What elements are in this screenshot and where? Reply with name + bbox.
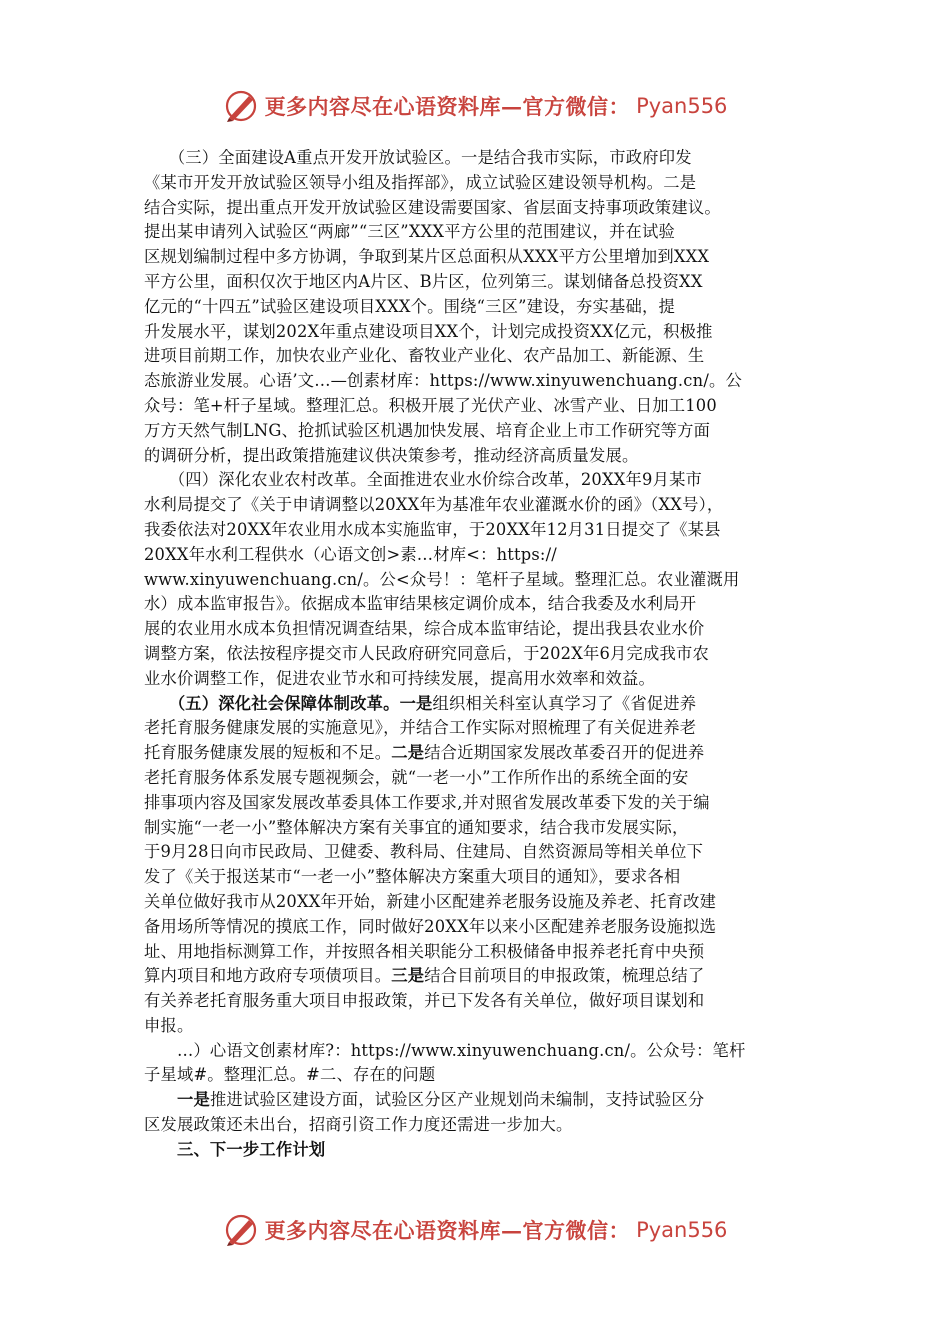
- text-line: 址、用地指标测算工作，并按照各相关职能分工积极储备申报养老托育中央预: [144, 941, 705, 961]
- text-line: 老托育服务体系发展专题视频会，就“一老一小”工作所作出的系统全面的安: [144, 767, 689, 787]
- paragraph-section-4: [144, 468, 812, 691]
- text-line: 亿元的“十四五”试验区建设项目XXX个。围绕“三区”建设，夯实基础，提: [144, 296, 675, 316]
- text-line: 有关养老托育服务重大项目申报政策，并已下发各有关单位，做好项目谋划和: [144, 991, 705, 1011]
- problem-label-one: 一是: [176, 1090, 210, 1110]
- text-line: 水）成本监审报告》。依据成本监审结果核定调价成本，结合我委及水利局开: [144, 594, 697, 614]
- banner-wechat-id: Pyan556: [636, 94, 728, 118]
- document-body: [144, 146, 812, 1163]
- paragraph-watermark-note: [144, 1039, 812, 1089]
- text-line: …）心语文创素材库?：https://www.xinyuwenchuang.cn/。公众号：笔杆: [144, 1040, 746, 1060]
- text-line: 平方公里，面积仅次于地区内A片区、B片区，位列第三。谋划储备总投资XX: [144, 271, 703, 291]
- text-fragment: 组织相关科室认真学习了《省促进养: [432, 693, 697, 713]
- text-line: 水利局提交了《关于申请调整以20XX年为基准年农业灌溉水价的函》（XX号），: [144, 495, 724, 515]
- section-3-heading: [144, 1138, 812, 1163]
- text-line: 老托育服务健康发展的实施意见》，并结合工作实际对照梳理了有关促进养老: [144, 718, 697, 738]
- text-fragment: 结合目前项目的申报政策，梳理总结了: [424, 966, 705, 986]
- text-line: （三）全面建设A重点开发开放试验区。一是结合我市实际，市政府印发: [144, 148, 692, 167]
- text-line: 区发展政策还未出台，招商引资工作力度还需进一步加大。: [144, 1115, 573, 1135]
- text-line: 万方天然气制LNG、抢抓试验区机遇加快发展、培育企业上市工作研究等方面: [144, 420, 711, 440]
- text-line: （四）深化农业农村改革。全面推进农业水价综合改革，20XX年9月某市: [144, 470, 703, 490]
- text-line: 业水价调整工作，促进农业节水和可持续发展，提高用水效率和效益。: [144, 668, 655, 688]
- text-line: 子星域#。整理汇总。#二、存在的问题: [144, 1065, 436, 1085]
- text-line: 众号：笔+杆子星域。整理汇总。积极开展了光伏产业、冰雪产业、日加工100: [144, 395, 717, 415]
- paragraph-section-3: [144, 146, 812, 468]
- text-line: 20XX年水利工程供水（心语文创>素…材库<：https://: [144, 544, 557, 564]
- pen-logo-icon: [223, 1212, 259, 1248]
- text-fragment: 三、下一步工作计划: [176, 1139, 326, 1159]
- paragraph-problems: [144, 1088, 812, 1138]
- header-watermark-banner: [0, 86, 950, 126]
- text-line: 关单位做好我市从20XX年开始，新建小区配建养老服务设施及养老、托育改建: [144, 891, 717, 911]
- text-line: 《某市开发开放试验区领导小组及指挥部》，成立试验区建设领导机构。二是: [144, 172, 697, 192]
- text-line: 制实施“一老一小”整体解决方案有关事宜的通知要求，结合我市发展实际，: [144, 817, 689, 837]
- text-fragment: 算内项目和地方政府专项债项目。: [144, 966, 392, 986]
- text-line: 结合实际，提出重点开发开放试验区建设需要国家、省层面支持事项政策建议。: [144, 197, 721, 217]
- text-line: 升发展水平，谋划202X年重点建设项目XX个，计划完成投资XX亿元，积极推: [144, 321, 713, 341]
- banner-text: 更多内容尽在心语资料库—官方微信：: [264, 1218, 631, 1243]
- point-label-one: 一是: [399, 693, 433, 713]
- text-line: 展的农业用水成本负担情况调查结果，综合成本监审结论，提出我县农业水价: [144, 619, 705, 639]
- text-line: [144, 692, 812, 717]
- text-line: 发了《关于报送某市“一老一小”整体解决方案重大项目的通知》，要求各相: [144, 867, 681, 887]
- text-line: 排事项内容及国家发展改革委具体工作要求,并对照省发展改革委下发的关于编: [144, 792, 710, 812]
- text-line: 申报。: [144, 1015, 194, 1035]
- section-heading-text: [144, 1138, 812, 1163]
- paragraph-section-5: [144, 692, 812, 1039]
- text-fragment: 托育服务健康发展的短板和不足。: [144, 743, 392, 763]
- text-line: 备用场所等情况的摸底工作，同时做好20XX年以来小区配建养老服务设施拟选: [144, 916, 717, 936]
- banner-wechat-id: Pyan556: [636, 1218, 728, 1242]
- point-label-two: 二是: [391, 743, 425, 763]
- text-fragment: 推进试验区建设方面，试验区分区产业规划尚未编制，支持试验区分: [209, 1090, 705, 1110]
- text-line: [144, 964, 812, 989]
- text-line: 的调研分析，提出政策措施建议供决策参考，推动经济高质量发展。: [144, 445, 639, 465]
- text-line: 提出某申请列入试验区“两廊”“三区”XXX平方公里的范围建议，并在试验: [144, 222, 675, 242]
- text-line: 态旅游业发展。心语’文…—创素材库：https://www.xinyuwenchuang.cn/。公: [144, 371, 742, 391]
- text-line: 进项目前期工作，加快农业产业化、畜牧业产业化、农产品加工、新能源、生: [144, 346, 705, 366]
- pen-logo-icon: [223, 88, 259, 124]
- text-line: [144, 1088, 812, 1113]
- text-line: 于9月28日向市民政局、卫健委、教科局、住建局、自然资源局等相关单位下: [144, 842, 704, 862]
- text-line: [144, 741, 812, 766]
- text-line: 区规划编制过程中多方协调，争取到某片区总面积从XXX平方公里增加到XXX: [144, 247, 710, 267]
- text-line: www.xinyuwenchuang.cn/。公<众号！：笔杆子星域。整理汇总。农业灌溉用: [144, 569, 740, 589]
- text-line: 调整方案，依法按程序提交市人民政府研究同意后，于202X年6月完成我市农: [144, 643, 709, 663]
- point-label-three: 三是: [391, 966, 425, 986]
- text-line: 我委依法对20XX年农业用水成本实施监审，于20XX年12月31日提交了《某县: [144, 519, 721, 539]
- banner-text: 更多内容尽在心语资料库—官方微信：: [264, 94, 631, 119]
- text-fragment: 结合近期国家发展改革委召开的促进养: [424, 743, 705, 763]
- section-5-heading: （五）深化社会保障体制改革。: [176, 693, 400, 713]
- footer-watermark-banner: [0, 1210, 950, 1250]
